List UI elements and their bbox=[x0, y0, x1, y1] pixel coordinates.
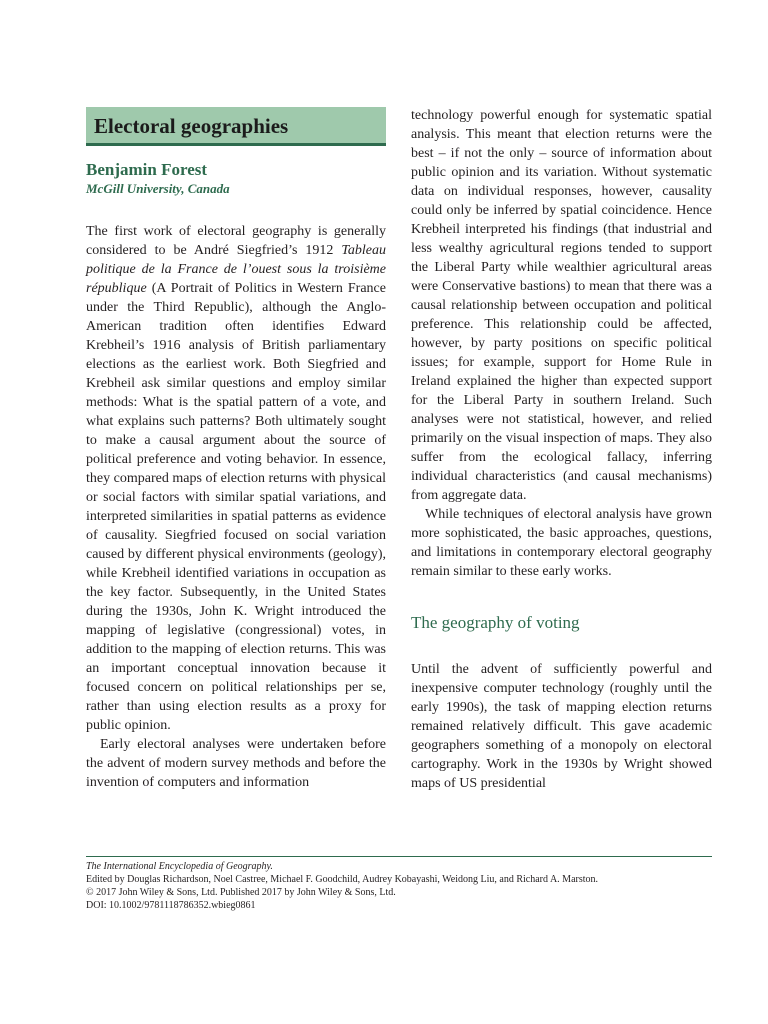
book-title-italic: Tableau politique de la France de l’ouest sous la troisième république bbox=[86, 243, 386, 296]
footer-editors: Edited by Douglas Richardson, Noel Castree, Michael F. Goodchild, Audrey Kobayashi, Weidong Liu, and Richard A. Marston. bbox=[86, 874, 599, 885]
author-name: Benjamin Forest bbox=[86, 160, 208, 179]
author-affiliation: McGill University, Canada bbox=[86, 181, 230, 196]
footer-copyright: © 2017 John Wiley & Sons, Ltd. Published 2017 by John Wiley & Sons, Ltd. bbox=[86, 887, 396, 898]
paragraph-techniques: While techniques of electoral analysis have grown more sophisticated, the basic approaches, questions, and limitations in contemporary electoral geography remain similar to these early works. bbox=[411, 507, 712, 579]
paragraph-intro bbox=[86, 222, 386, 735]
footer-book-title: The International Encyclopedia of Geography. bbox=[86, 861, 273, 872]
paragraph-early-analyses: Early electoral analyses were undertaken before the advent of modern survey methods and before the invention of computers and information bbox=[86, 737, 386, 790]
paragraph-intro-part-b: (A Portrait of Politics in Western France under the Third Republic), although the Anglo-American tradition often identifies Edward Krebheil’s 1916 analysis of British parliamentary elections as the earliest work. Both Siegfried and Krebheil ask similar questions and employ similar methods: What is the spatial pattern of a vote, and what explains such patterns? Both ultimately sought to make a causal argument about the source of political preference and voting behavior. In essence, they compared maps of election returns with physical or social factors with similar spatial variations, and interpreted similarities in spatial patterns as evidence of causality. Siegfried focused on social variation caused by different physical environments (geology), while Krebheil identified variations in occupation as the key factor. Subsequently, in the United States during the 1930s, John K. Wright introduced the mapping of legislative (congressional) votes, in addition to the mapping of election returns. This was an important conceptual innovation because it focused concern on political relationships per se, rather than using election results as a proxy for public opinion. bbox=[86, 281, 386, 733]
paragraph-computer-technology: Until the advent of sufficiently powerful and inexpensive computer technology (roughly until the early 1990s), the task of mapping election returns remained relatively difficult. This gave academic geographers something of a monopoly on electoral cartography. Work in the 1930s by Wright showed maps of US presidential bbox=[411, 662, 712, 791]
section-heading-geography-of-voting: The geography of voting bbox=[411, 613, 580, 632]
article-title-box bbox=[86, 107, 386, 146]
left-column bbox=[86, 222, 386, 792]
footer-doi: DOI: 10.1002/9781118786352.wbieg0861 bbox=[86, 900, 256, 911]
footer-citation bbox=[86, 860, 716, 912]
paragraph-technology: technology powerful enough for systematic spatial analysis. This meant that election returns were the best – if not the only – source of information about public opinion and its variation. Without systematic data on individual responses, however, causality could only be inferred by spatial coincidence. Hence Krebheil interpreted his findings (that industrial and less wealthy agricultural regions tended to support the Liberal Party while wealthier agricultural areas were Conservative bastions) to mean that there was a causal relationship between occupation and political preference. This relationship could be affected, however, by party positions on specific political issues; for example, support for Home Rule in Ireland explained the higher than expected support for the Liberal Party in southern Ireland. Such analyses were not statistical, however, and relied primarily on the visual inspection of maps. They also suffer from the ecological fallacy, inferring individual characteristics (and causal mechanisms) from aggregate data. bbox=[411, 108, 712, 503]
paragraph-intro-part-a: The first work of electoral geography is generally considered to be André Siegfried’s 1912 bbox=[86, 224, 386, 258]
right-column bbox=[411, 106, 712, 793]
footer-divider bbox=[86, 856, 712, 857]
article-title: Electoral geographies bbox=[94, 114, 289, 138]
